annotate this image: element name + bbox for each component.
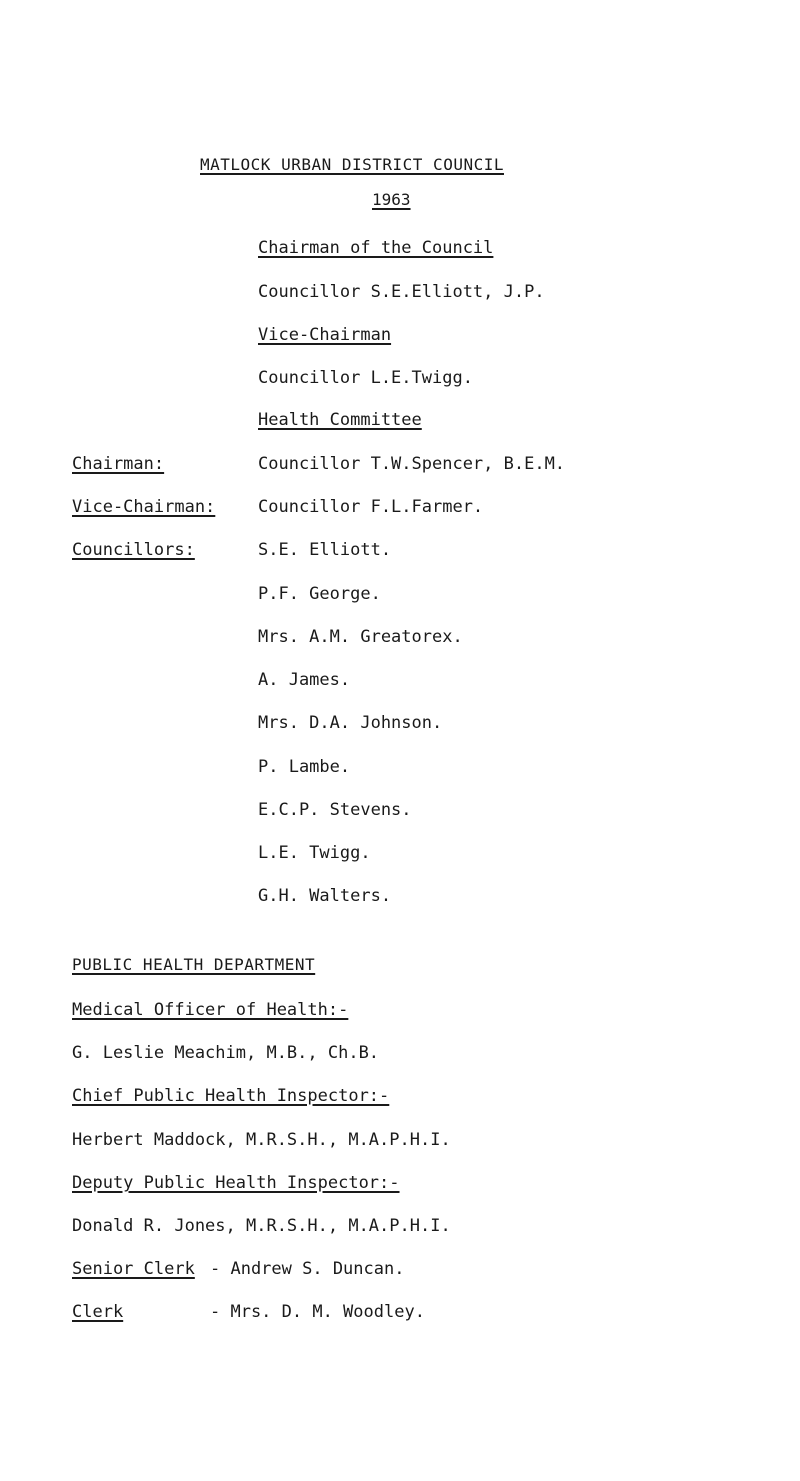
committee-councillors-label: Councillors: bbox=[72, 540, 195, 560]
document-year: 1963 bbox=[372, 190, 411, 209]
councillor-item: P.F. George. bbox=[258, 584, 381, 604]
councillor-item: P. Lambe. bbox=[258, 757, 351, 777]
moh-name: G. Leslie Meachim, M.B., Ch.B. bbox=[72, 1043, 380, 1063]
cphi-name: Herbert Maddock, M.R.S.H., M.A.P.H.I. bbox=[72, 1130, 451, 1150]
councillor-item: S.E. Elliott. bbox=[258, 540, 392, 560]
committee-chairman-label: Chairman: bbox=[72, 454, 165, 474]
clerk-label: Clerk bbox=[72, 1302, 124, 1322]
council-vice-chairman: Councillor L.E.Twigg. bbox=[258, 368, 473, 388]
moh-label: Medical Officer of Health:- bbox=[72, 1000, 349, 1020]
dphi-name: Donald R. Jones, M.R.S.H., M.A.P.H.I. bbox=[72, 1216, 451, 1236]
senior-clerk-name: - Andrew S. Duncan. bbox=[210, 1259, 405, 1279]
councillor-item: E.C.P. Stevens. bbox=[258, 800, 412, 820]
cphi-label: Chief Public Health Inspector:- bbox=[72, 1086, 390, 1106]
councillor-item: Mrs. D.A. Johnson. bbox=[258, 713, 443, 733]
committee-vice-chairman-label: Vice-Chairman: bbox=[72, 497, 216, 517]
dphi-label: Deputy Public Health Inspector:- bbox=[72, 1173, 400, 1193]
committee-chairman: Councillor T.W.Spencer, B.E.M. bbox=[258, 454, 566, 474]
council-vice-chairman-heading: Vice-Chairman bbox=[258, 325, 392, 345]
councillor-item: L.E. Twigg. bbox=[258, 843, 371, 863]
document-title: MATLOCK URBAN DISTRICT COUNCIL bbox=[200, 155, 504, 174]
councillor-item: Mrs. A.M. Greatorex. bbox=[258, 627, 463, 647]
council-chairman-heading: Chairman of the Council bbox=[258, 238, 494, 258]
councillor-item: G.H. Walters. bbox=[258, 886, 392, 906]
senior-clerk-label: Senior Clerk bbox=[72, 1259, 195, 1279]
department-heading: PUBLIC HEALTH DEPARTMENT bbox=[72, 955, 316, 974]
health-committee-heading: Health Committee bbox=[258, 410, 422, 430]
clerk-name: - Mrs. D. M. Woodley. bbox=[210, 1302, 425, 1322]
committee-vice-chairman: Councillor F.L.Farmer. bbox=[258, 497, 484, 517]
council-chairman: Councillor S.E.Elliott, J.P. bbox=[258, 282, 545, 302]
councillor-item: A. James. bbox=[258, 670, 351, 690]
